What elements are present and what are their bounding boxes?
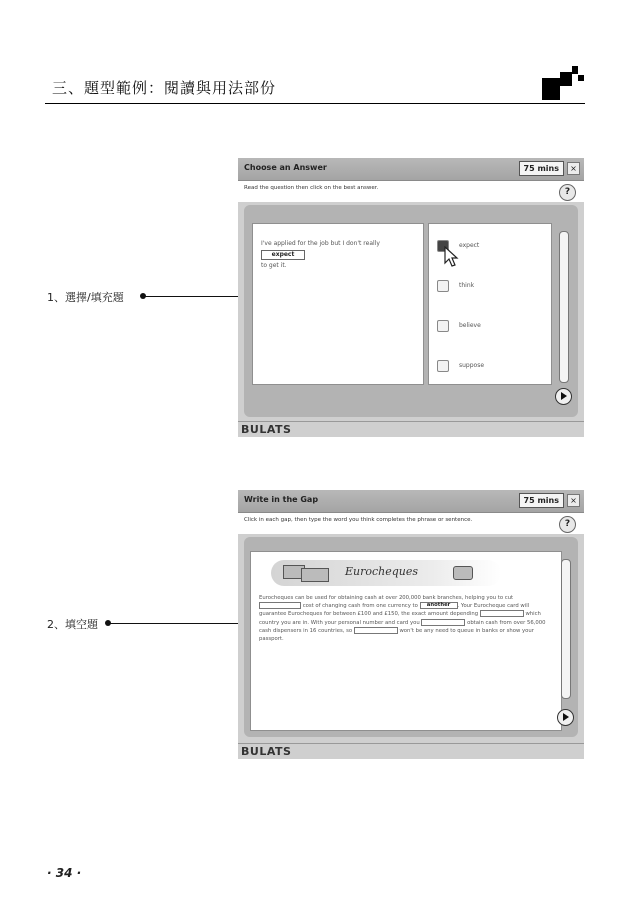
question-box [252,223,424,385]
section-logo [542,66,584,100]
card-icon [453,566,473,580]
timer-badge: 75 mins [519,161,564,176]
close-icon[interactable]: × [567,162,580,175]
instruction-bar [238,181,584,202]
passage-part-4: which country you are in. With your personal number and card you [259,611,541,626]
gap-input-4[interactable] [421,619,465,626]
cursor-arrow-icon [443,246,459,268]
gap-input-1[interactable] [259,602,301,609]
window-title: Write in the Gap [244,495,319,504]
sentence-start: I've applied for the job but I don't really [261,240,380,247]
passage-part-5: obtain cash from over 56,000 cash dispensers in 16 countries, so [259,619,546,634]
option-label: expect [459,242,480,249]
instruction-text: Click in each gap, then type the word you think completes the phrase or sentence. [244,517,473,523]
passage-part-6: won't be any need to queue in banks or show your passport. [259,627,534,643]
timer-badge: 75 mins [519,493,564,508]
window-title: Choose an Answer [244,163,327,172]
help-icon[interactable]: ? [559,516,576,533]
scrollbar[interactable] [559,231,569,383]
bulats-footer [238,743,584,759]
bulats-logo-text: BULATS [241,423,292,436]
gap-input-2[interactable]: another [420,602,458,609]
bulats-logo-text: BULATS [241,745,292,758]
passage-box [250,551,562,731]
window-titlebar [238,158,584,181]
answer-gap[interactable]: expect [261,250,305,260]
gap-input-3[interactable] [480,610,524,617]
banner-title: Eurocheques [345,565,419,578]
checkbox[interactable] [437,280,449,292]
banknote-icon [301,568,329,582]
gap-input-5[interactable] [354,627,398,634]
choose-answer-window [238,158,584,436]
instruction-text: Read the question then click on the best answer. [244,185,379,191]
passage-text [259,594,555,643]
sentence-end: to get it. [261,262,287,269]
window-titlebar [238,490,584,513]
scrollbar[interactable] [561,559,571,699]
callout-line-2 [108,623,238,624]
next-play-icon[interactable] [555,388,572,405]
passage-part-2: cost of changing cash from one currency to [302,603,418,610]
callout-label-1: 1、選擇/填充題 [47,291,124,304]
checkbox[interactable] [437,320,449,332]
question-area [244,205,578,417]
instruction-bar [238,513,584,534]
next-play-icon[interactable] [557,709,574,726]
options-box [428,223,552,385]
callout-line-1 [143,296,238,297]
write-gap-window [238,490,584,758]
header-rule [45,103,585,104]
page-title: 三、題型範例：閱讀與用法部份 [52,79,277,97]
page-number: · 34 · [47,866,82,880]
question-sentence [261,238,411,271]
close-icon[interactable]: × [567,494,580,507]
option-label: believe [459,322,481,329]
passage-part-1: Eurocheques can be used for obtaining cash at over 200,000 bank branches, helping you to cut [259,595,514,601]
passage-part-3: . Your Eurocheque card will guarantee Eurocheques for between £100 and £150, the exact amount depending [259,603,530,618]
option-label: suppose [459,362,485,369]
bulats-footer [238,421,584,437]
callout-label-2: 2、填空題 [47,618,98,631]
help-icon[interactable]: ? [559,184,576,201]
checkbox[interactable] [437,360,449,372]
eurocheques-banner [271,560,501,586]
question-area [244,537,578,737]
option-label: think [459,282,475,289]
